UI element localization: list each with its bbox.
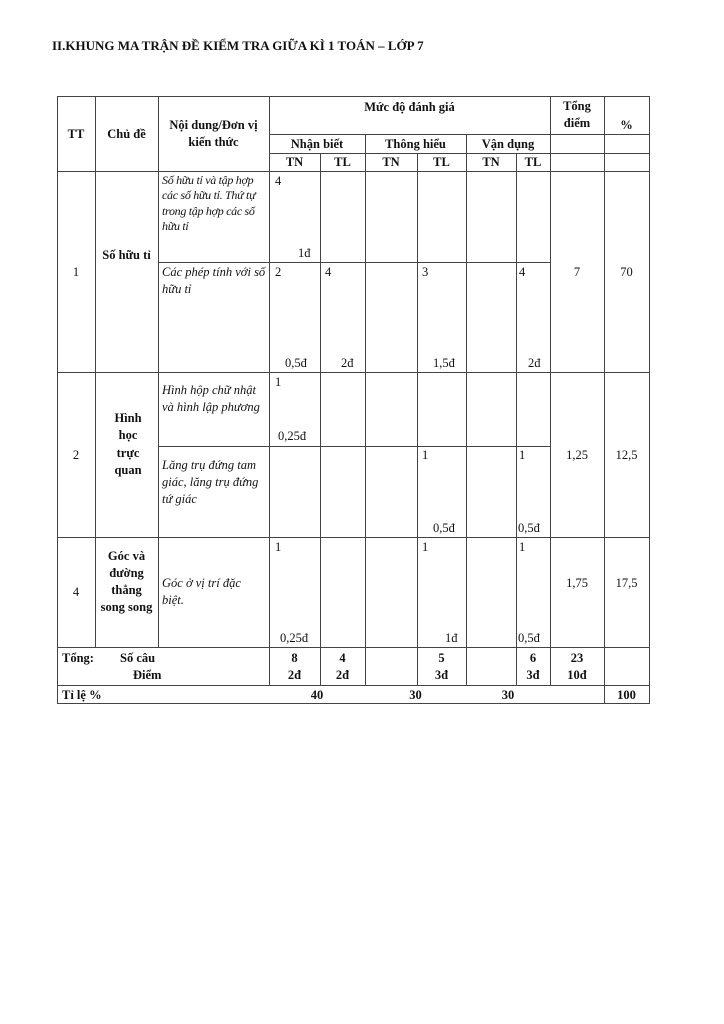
- header-total-points: Tổng điểm: [563, 99, 591, 130]
- row1-item2-vd-tl-point: 2đ: [528, 356, 541, 370]
- totals-nb-tl-count: 4: [339, 651, 346, 665]
- header-vd-tn: TN: [482, 155, 500, 169]
- document-title: II.KHUNG MA TRẬN ĐỀ KIỂM TRA GIỮA KÌ 1 TOÁN – LỚP 7: [52, 38, 424, 53]
- row3-tt: 4: [72, 585, 80, 599]
- row1-topic: Số hữu tỉ: [102, 248, 151, 262]
- totals-count-label: Số câu: [120, 651, 156, 665]
- row1-percent: 70: [620, 265, 633, 279]
- row2-topic: Hình học trực quan: [114, 411, 142, 477]
- ratio-recognition: 40: [310, 688, 324, 702]
- row2-item2-vd-tl-point: 0,5đ: [518, 521, 540, 535]
- totals-nb-tn-count: 8: [291, 651, 298, 665]
- row2-percent: 12,5: [615, 448, 638, 462]
- row3-nb-tn-count: 1: [275, 540, 282, 554]
- totals-vd-tl-points: 3đ: [526, 668, 540, 682]
- row3-th-tl-count: 1: [422, 540, 429, 554]
- row3-vd-tl-point: 0,5đ: [518, 631, 540, 645]
- header-vd-tl: TL: [524, 155, 542, 169]
- header-recognition: Nhận biết: [290, 137, 344, 151]
- row1-item2-th-tl-point: 1,5đ: [433, 356, 455, 370]
- row2-item2-th-tl-count: 1: [422, 448, 429, 462]
- row1-item1-nb-tn-point: 1đ: [298, 246, 311, 260]
- row1-item2-nb-tn-point: 0,5đ: [285, 356, 307, 370]
- totals-grand-points: 10đ: [567, 668, 587, 682]
- row2-item2-th-tl-point: 0,5đ: [433, 521, 455, 535]
- row3-topic: Góc và đường thẳng song song: [100, 549, 153, 615]
- row1-item2-nb-tl-count: 4: [325, 265, 332, 279]
- totals-vd-tl-count: 6: [529, 651, 537, 665]
- totals-grand-count: 23: [570, 651, 584, 665]
- row1-item2-nb-tn-count: 2: [275, 265, 282, 279]
- totals-th-tl-count: 5: [438, 651, 445, 665]
- row3-content: Góc ở vị trí đặc biệt.: [162, 576, 241, 607]
- row2-tt: 2: [72, 448, 80, 462]
- row1-item1-content: Số hữu tỉ và tập hợp các số hữu tỉ. Thứ tự trong tập hợp các số hữu tỉ: [162, 173, 256, 234]
- row1-item2-content: Các phép tính với số hữu tỉ: [162, 265, 266, 296]
- row1-item2-vd-tl-count: 4: [519, 265, 526, 279]
- row2-item1-nb-tn-count: 1: [275, 375, 282, 389]
- header-percent: %: [620, 118, 633, 132]
- totals-nb-tn-points: 2đ: [287, 668, 302, 682]
- row3-vd-tl-count: 1: [519, 540, 526, 554]
- row2-total: 1,25: [566, 448, 588, 462]
- totals-points-label: Điểm: [133, 668, 162, 682]
- row2-item2-content: Lăng trụ đứng tam giác, lăng trụ đứng tứ giác: [162, 458, 259, 506]
- header-nb-tn: TN: [285, 155, 304, 169]
- ratio-total: 100: [617, 688, 636, 702]
- header-nb-tl: TL: [334, 155, 351, 169]
- totals-label: Tổng:: [62, 651, 94, 665]
- header-topic: Chủ đề: [107, 127, 146, 141]
- row3-total: 1,75: [566, 576, 588, 590]
- header-level: Mức độ đánh giá: [364, 100, 455, 114]
- header-content: Nội dung/Đơn vị kiến thức: [169, 118, 258, 149]
- header-th-tl: TL: [433, 155, 450, 169]
- row3-th-tl-point: 1đ: [445, 631, 458, 645]
- header-th-tn: TN: [382, 155, 400, 169]
- row3-nb-tn-point: 0,25đ: [280, 631, 309, 645]
- row1-item2-th-tl-count: 3: [422, 265, 429, 279]
- row1-total: 7: [573, 265, 581, 279]
- ratio-label: Tỉ lệ %: [62, 688, 102, 702]
- row1-item1-nb-tn-count: 4: [275, 174, 282, 188]
- header-tt: TT: [67, 127, 85, 141]
- row3-percent: 17,5: [615, 576, 638, 590]
- ratio-understanding: 30: [409, 688, 422, 702]
- ratio-application: 30: [501, 688, 515, 702]
- totals-th-tl-points: 3đ: [434, 668, 449, 682]
- row2-item1-nb-tn-point: 0,25đ: [278, 429, 307, 443]
- totals-nb-tl-points: 2đ: [335, 668, 350, 682]
- row1-tt: 1: [72, 265, 80, 279]
- row2-item1-content: Hình hộp chữ nhật và hình lập phương: [162, 383, 260, 414]
- row2-item2-vd-tl-count: 1: [519, 448, 526, 462]
- row1-item2-nb-tl-point: 2đ: [341, 356, 354, 370]
- header-understanding: Thông hiểu: [385, 137, 446, 151]
- header-application: Vận dụng: [481, 137, 535, 151]
